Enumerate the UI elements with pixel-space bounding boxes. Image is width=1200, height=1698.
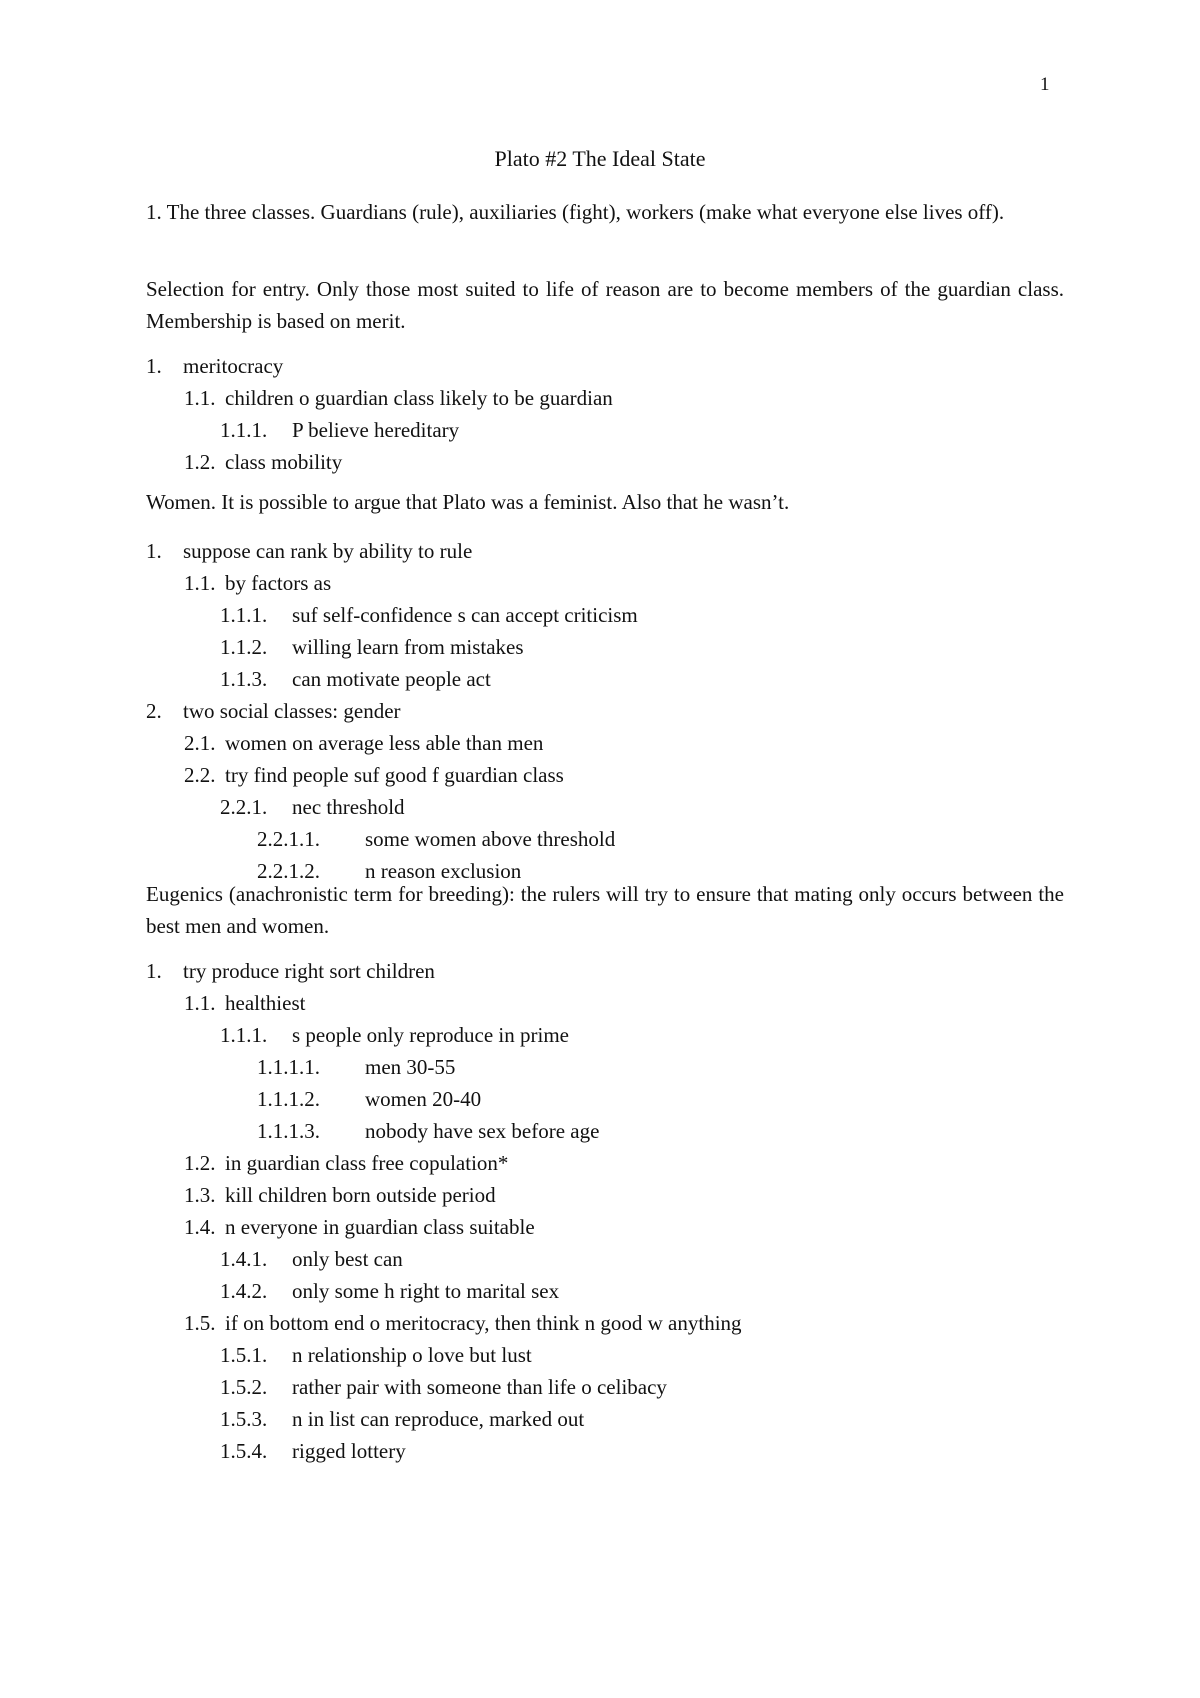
outline-item-number: 1.1.1.2. [257,1087,320,1111]
outline-item-number: 2. [146,699,162,723]
paragraph-eugenics: Eugenics (anachronistic term for breeding): the rulers will try to ensure that mating only occurs between the best men and women. [146,882,1064,938]
outline-item-text: if on bottom end o meritocracy, then think n good w anything [225,1311,742,1335]
outline-item-number: 1. [146,959,162,983]
outline-item-number: 1.4.2. [220,1279,268,1303]
outline-item [146,599,1064,631]
outline-item [146,1147,1064,1179]
outline-item-number: 2.2.1.2. [257,859,320,883]
paragraph-women: Women. It is possible to argue that Plato was a feminist. Also that he wasn’t. [146,490,790,514]
outline-women [146,535,1064,887]
paragraph-three-classes: 1. The three classes. Guardians (rule), auxiliaries (fight), workers (make what everyone else lives off). [146,200,1005,224]
outline-item [146,1243,1064,1275]
outline-item-text: s people only reproduce in prime [292,1023,569,1047]
outline-item-text: in guardian class free copulation* [225,1151,509,1175]
outline-item-number: 1.1.1. [220,1023,268,1047]
outline-item-number: 1.1.1. [220,603,268,627]
outline-item-number: 2.1. [184,731,216,755]
outline-item-number: 1.5.2. [220,1375,268,1399]
paragraph-selection: Selection for entry. Only those most suited to life of reason are to become members of the guardian class. Membership is based on merit. [146,277,1064,333]
outline-item [146,1275,1064,1307]
outline-item-number: 1.1.2. [220,635,268,659]
outline-item-text: rather pair with someone than life o celibacy [292,1375,667,1399]
outline-item [146,987,1064,1019]
outline-item-text: rigged lottery [292,1439,406,1463]
outline-item [146,1435,1064,1467]
outline-item [146,1115,1064,1147]
outline-item-text: some women above threshold [365,827,616,851]
outline-item [146,955,1064,987]
outline-item [146,1051,1064,1083]
outline-item-text: only best can [292,1247,403,1271]
outline-selection [146,350,1064,478]
outline-item [146,1403,1064,1435]
outline-item [146,382,1064,414]
outline-item-number: 2.2. [184,763,216,787]
outline-item-text: meritocracy [183,354,284,378]
outline-item-number: 1.2. [184,1151,216,1175]
outline-item-text: P believe hereditary [292,418,460,442]
outline-item [146,1083,1064,1115]
outline-item [146,446,1064,478]
outline-item-number: 1.1. [184,571,216,595]
outline-item [146,414,1064,446]
outline-item [146,823,1064,855]
outline-item-text: two social classes: gender [183,699,401,723]
outline-item-text: kill children born outside period [225,1183,496,1207]
outline-item [146,791,1064,823]
outline-item [146,631,1064,663]
outline-item-number: 1.5.1. [220,1343,268,1367]
outline-item-number: 1.4. [184,1215,216,1239]
outline-item-text: can motivate people act [292,667,491,691]
outline-item-text: healthiest [225,991,306,1015]
outline-item-text: men 30-55 [365,1055,456,1079]
outline-item-number: 1.1.1.3. [257,1119,320,1143]
outline-item-number: 1.1.3. [220,667,268,691]
outline-item-text: by factors as [225,571,332,595]
outline-item [146,350,1064,382]
outline-item [146,759,1064,791]
outline-item-number: 1.1.1.1. [257,1055,320,1079]
outline-item-text: class mobility [225,450,343,474]
outline-item-text: suf self-confidence s can accept criticism [292,603,638,627]
outline-item-number: 2.2.1.1. [257,827,320,851]
outline-item [146,567,1064,599]
outline-item-number: 1.1. [184,386,216,410]
outline-item-number: 2.2.1. [220,795,268,819]
outline-item-number: 1.1. [184,991,216,1015]
outline-item [146,695,1064,727]
outline-item-text: suppose can rank by ability to rule [183,539,473,563]
outline-item-number: 1.1.1. [220,418,268,442]
outline-item-number: 1.5.3. [220,1407,268,1431]
outline-item-number: 1.4.1. [220,1247,268,1271]
outline-item [146,1211,1064,1243]
outline-item-text: nec threshold [292,795,405,819]
outline-item-text: n everyone in guardian class suitable [225,1215,535,1239]
outline-item [146,1307,1064,1339]
page-number: 1 [1040,74,1050,95]
document-title: Plato #2 The Ideal State [494,146,706,171]
outline-item-text: try produce right sort children [183,959,435,983]
outline-item-text: women 20-40 [365,1087,482,1111]
outline-item-number: 1. [146,354,162,378]
outline-item-text: n reason exclusion [365,859,522,883]
outline-item [146,1339,1064,1371]
outline-item-text: n in list can reproduce, marked out [292,1407,585,1431]
outline-item [146,1179,1064,1211]
outline-item [146,535,1064,567]
outline-item-number: 1.3. [184,1183,216,1207]
outline-item-number: 1. [146,539,162,563]
outline-item-text: n relationship o love but lust [292,1343,532,1367]
outline-item [146,1019,1064,1051]
outline-item-text: only some h right to marital sex [292,1279,560,1303]
outline-item-number: 1.2. [184,450,216,474]
outline-item-text: children o guardian class likely to be guardian [225,386,613,410]
outline-item-number: 1.5.4. [220,1439,268,1463]
outline-item [146,727,1064,759]
outline-item-text: nobody have sex before age [365,1119,600,1143]
outline-item [146,663,1064,695]
outline-item-text: women on average less able than men [225,731,544,755]
outline-item-number: 1.5. [184,1311,216,1335]
outline-item-text: willing learn from mistakes [292,635,524,659]
outline-item-text: try find people suf good f guardian class [225,763,564,787]
outline-eugenics [146,955,1064,1467]
outline-item [146,1371,1064,1403]
